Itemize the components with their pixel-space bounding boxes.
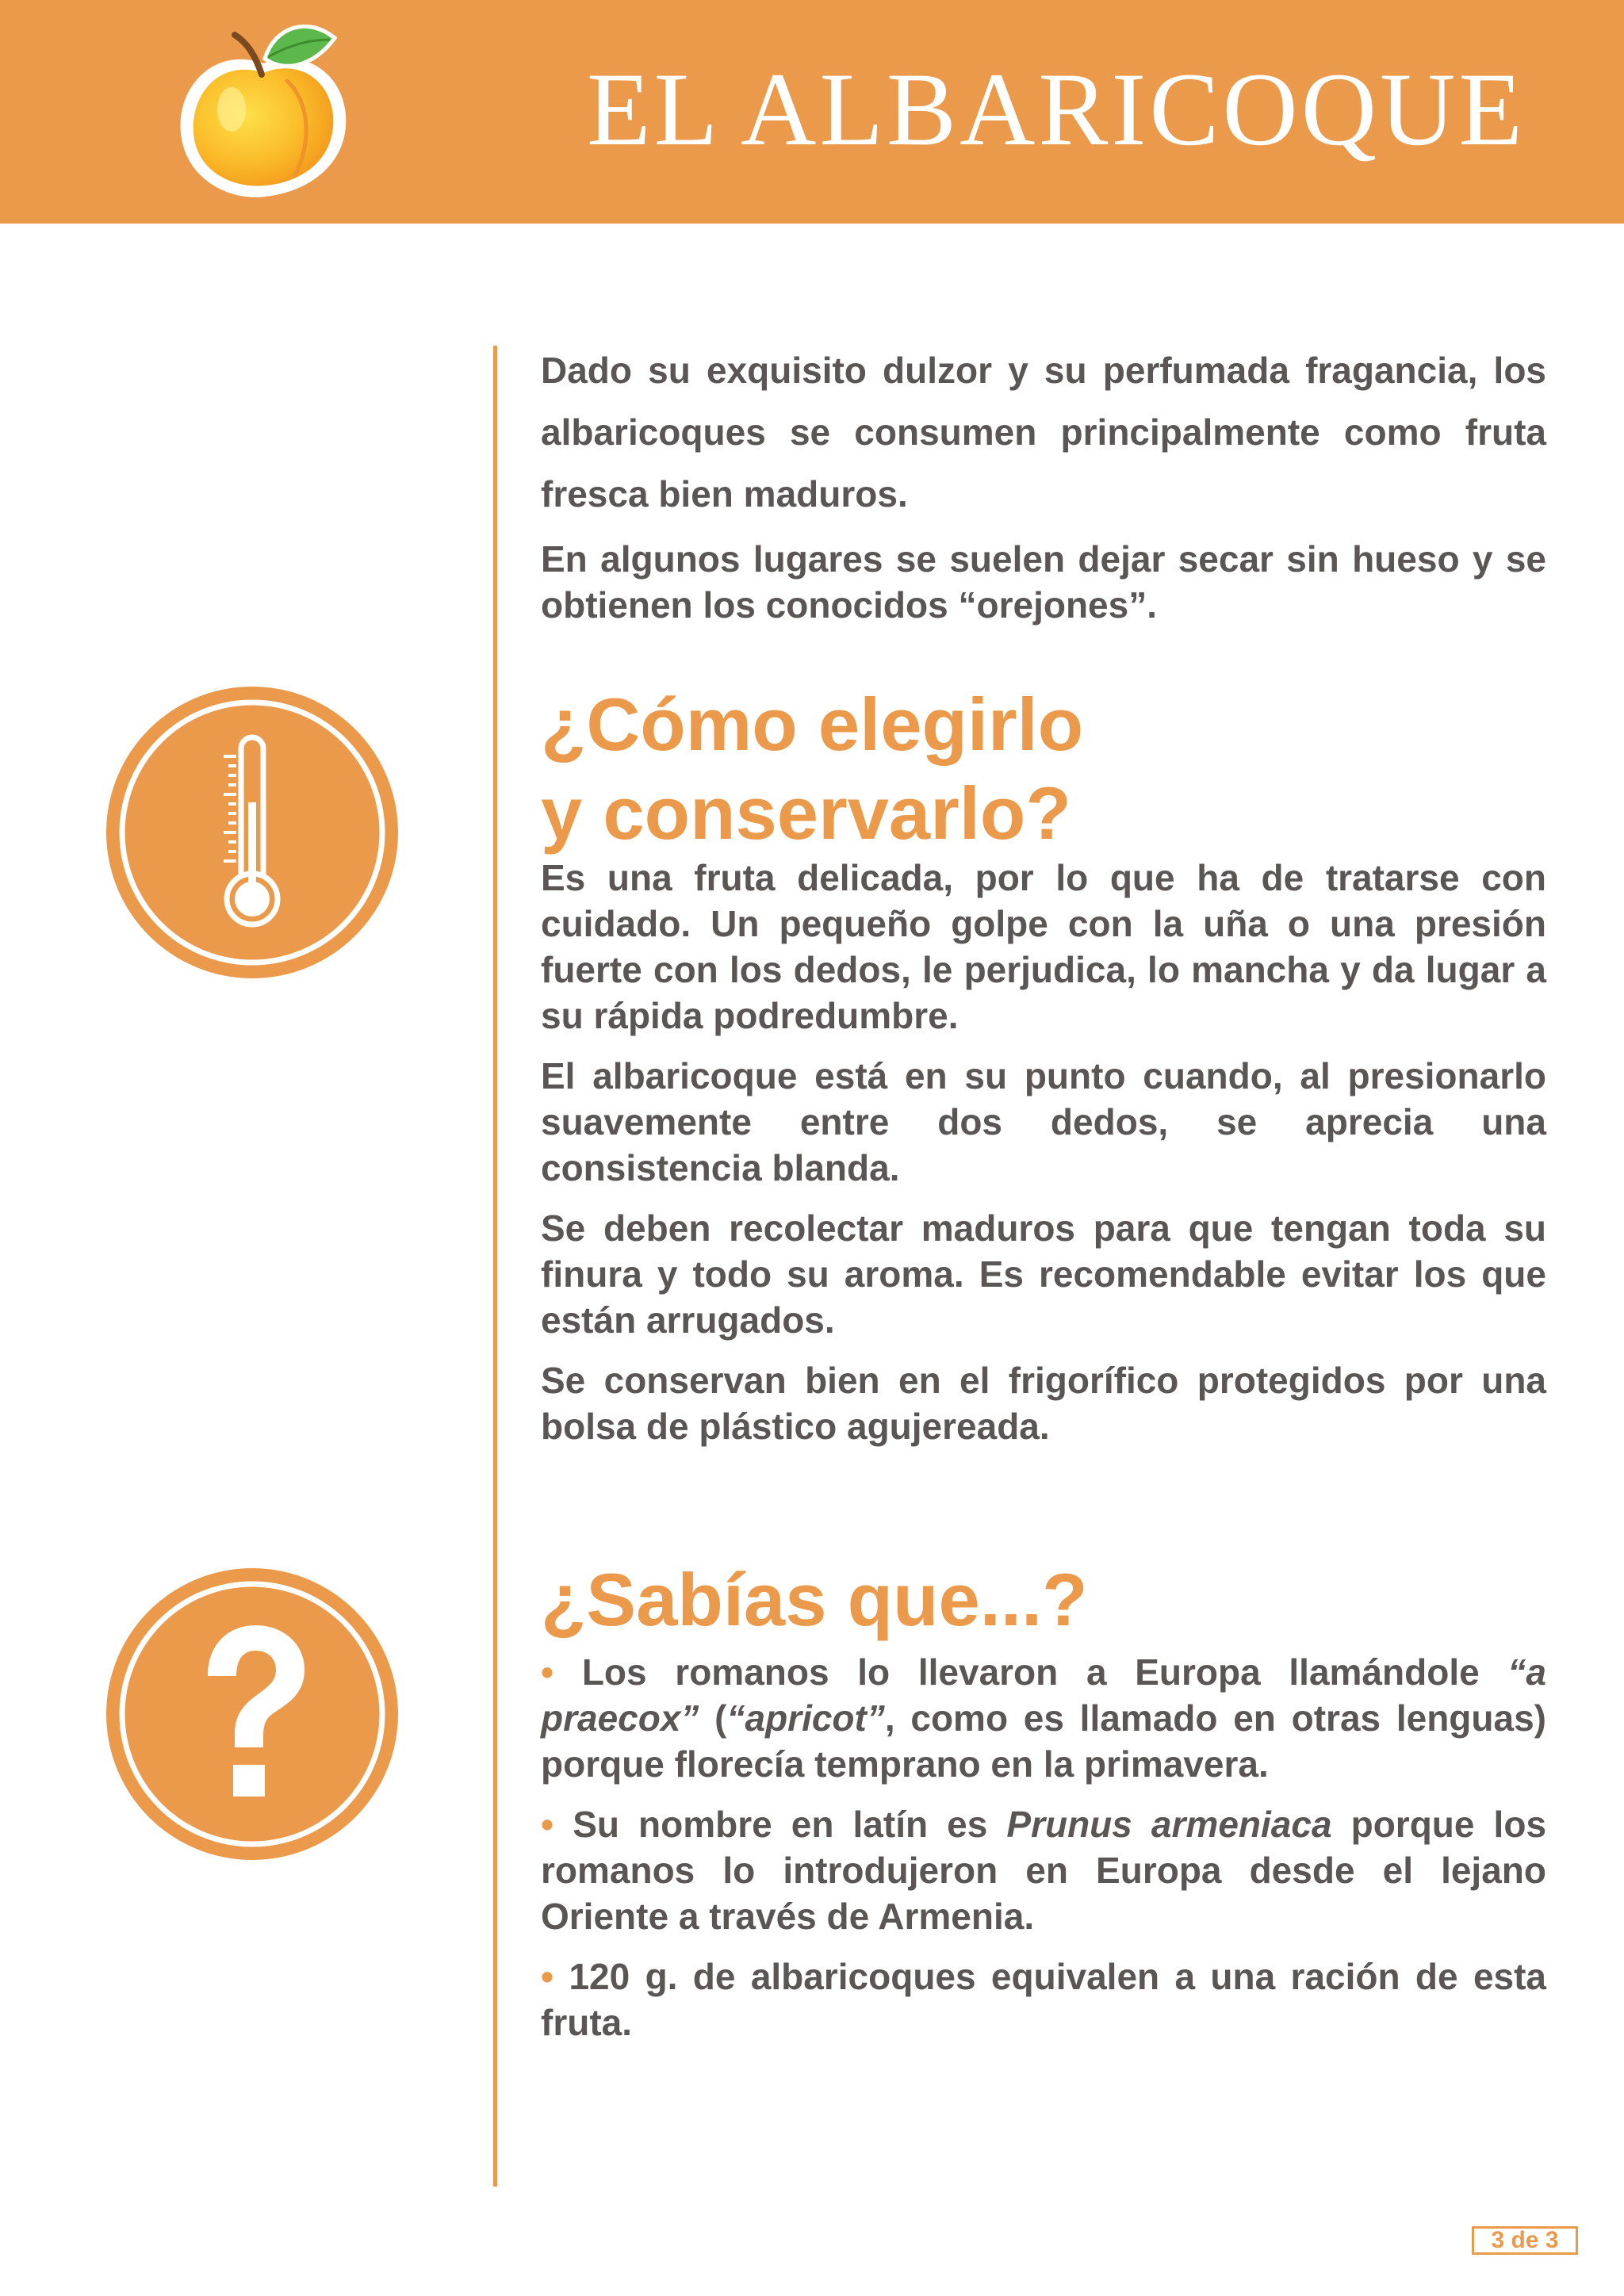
thermometer-icon: [105, 685, 400, 980]
fact-1-text-a: Los romanos lo llevaron a Europa llamándole: [581, 1651, 1508, 1693]
choose-paragraph-2: El albaricoque está en su punto cuando, al presionarlo suavemente entre dos dedos, se aprecia una consistencia blanda.: [541, 1055, 1546, 1188]
section-title-choose-line1: ¿Cómo elegirlo: [541, 683, 1084, 766]
fact-3: [541, 1954, 1546, 2045]
choose-paragraph-4: Se conservan bien en el frigorífico protegidos por una bolsa de plástico agujereada.: [541, 1360, 1546, 1447]
bullet-icon: •: [541, 1804, 554, 1845]
choose-section: [541, 671, 1546, 1449]
intro-paragraph-1: Dado su exquisito dulzor y su perfumada fragancia, los albaricoques se consumen principalmente como fruta fresca bien maduros.: [541, 350, 1546, 515]
page-title: EL ALBARICOQUE: [586, 51, 1526, 167]
fact-3-text: 120 g. de albaricoques equivalen a una ración de esta fruta.: [541, 1956, 1547, 2043]
section-title-choose-line2: y conservarlo?: [541, 771, 1071, 855]
bullet-icon: •: [541, 1651, 554, 1693]
intro-paragraph-2: En algunos lugares se suelen dejar secar sin hueso y se obtienen los conocidos “orejones”.: [541, 538, 1546, 626]
facts-section: [541, 1551, 1546, 2045]
fact-1-italic-praecox: “a praecox”: [541, 1651, 1546, 1739]
vertical-divider: [493, 346, 497, 2187]
question-mark-icon: [105, 1567, 400, 1862]
fact-1: [541, 1649, 1546, 1787]
choose-paragraph-3: Se deben recolectar maduros para que tengan toda su finura y todo su aroma. Es recomendable evitar los que están arrugados.: [541, 1207, 1546, 1341]
fact-1-italic-apricot: “apricot”: [726, 1697, 885, 1739]
fact-2-text-c: porque los romanos lo introdujeron en Europa desde el lejano Oriente a través de Armenia.: [541, 1804, 1547, 1937]
fact-2-text-a: Su nombre en latín es: [573, 1804, 1007, 1845]
apricot-logo-icon: [168, 14, 358, 205]
bullet-icon: •: [541, 1956, 554, 1997]
intro-section: [541, 339, 1546, 628]
section-title-facts: ¿Sabías que...?: [541, 1558, 1088, 1641]
page-number: 3 de 3: [1472, 2226, 1578, 2255]
choose-paragraph-1: Es una fruta delicada, por lo que ha de tratarse con cuidado. Un pequeño golpe con la uña o una presión fuerte con los dedos, le perjudica, lo mancha y da lugar a su rápida podredumbre.: [541, 857, 1546, 1036]
fact-2: [541, 1801, 1546, 1939]
fact-2-italic-latin-name: Prunus armeniaca: [1006, 1804, 1332, 1845]
fact-1-text-c: (: [699, 1697, 727, 1739]
fact-1-text-e: , como es llamado en otras lenguas) porque florecía temprano en la primavera.: [541, 1697, 1546, 1785]
header-banner: [0, 0, 1624, 224]
